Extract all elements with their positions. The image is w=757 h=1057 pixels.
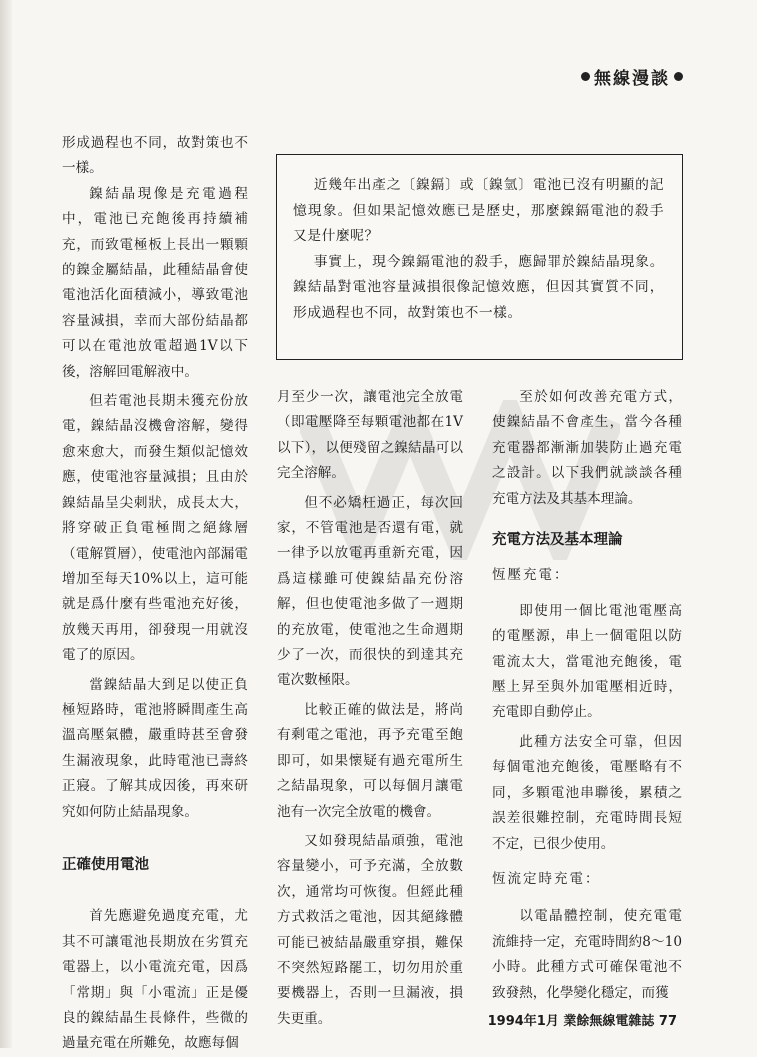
paragraph: 首先應避免過度充電，尤其不可讓電池長期放在劣質充電器上，以小電流充電，因爲「常期」與「小電流」正是優良的鎳結晶生長條件，些微的過量充電在所難免，故應每個: [62, 908, 248, 1052]
column-2: [277, 385, 463, 1032]
bullet-dot-icon: [581, 72, 590, 81]
paragraph: 此種方法安全可靠，但因每個電池充飽後，電壓略有不同，多顆電池串聯後，累積之誤差很難控制，充電時間長短不定，已很少使用。: [492, 733, 682, 852]
sub-heading: 恆壓充電：: [492, 567, 570, 584]
paragraph: 月至少一次，讓電池完全放電（即電壓降至每顆電池都在1V以下），以便殘留之鎳結晶可以完全溶解。: [277, 389, 463, 482]
paragraph: 但若電池長期未獲充份放電，鎳結晶沒機會溶解，變得愈來愈大，而發生類似記憶效應，使電池容量減損；且由於鎳結晶呈尖刺狀，成長太大，將穿破正負電極間之絕緣層（電解質層），使電池內部漏電增加至每天10%以上，這可能就是爲什麼有些電池充好後，放幾天再用，卻發現一用就沒電了的原因。: [62, 393, 248, 664]
page-edge-shadow: [0, 0, 12, 1048]
intro-box: [276, 154, 683, 360]
column-1: [62, 131, 248, 1057]
sub-heading: 恆流定時充電：: [492, 870, 601, 887]
section-title: 無線漫談: [594, 69, 670, 89]
paragraph: 至於如何改善充電方式，使鎳結晶不會產生，當今各種充電器都漸漸加裝防止過充電之設計。以下我們就談談各種充電方法及其基本理論。: [492, 389, 682, 507]
section-heading: 正確使用電池: [62, 856, 149, 873]
column-3: [492, 385, 682, 1006]
page-footer: 1994年1月 業餘無線電雜誌 77: [487, 1014, 677, 1029]
box-paragraph: 事實上，現今鎳鎘電池的殺手，應歸罪於鎳結晶現象。鎳結晶對電池容量減損很像記憶效應，但因其實質不同，形成過程也不同，故對策也不一樣。: [293, 253, 664, 321]
paragraph: 比較正確的做法是，將尚有剩電之電池，再予充電至飽即可，如果懷疑有過充電所生之結晶現象，可以每個月讓電池有一次完全放電的機會。: [277, 701, 463, 820]
section-header: [581, 64, 683, 89]
paragraph: 但不必矯枉過正，每次回家，不管電池是否還有電，就一律予以放電再重新充電，因爲這樣雖可使鎳結晶充份溶解，但也使電池多做了一週期的充放電，使電池之生命週期少了一次，而很快的到達其充電次數極限。: [277, 494, 463, 689]
paragraph: 以電晶體控制，使充電電流維持一定，充電時間約8～10小時。此種方式可確保電池不致發熱，化學變化穩定，而獲: [492, 908, 682, 1001]
bullet-dot-icon: [674, 72, 683, 81]
box-paragraph: 近幾年出產之〔鎳鎘〕或〔鎳氫〕電池已沒有明顯的記憶現象。但如果記憶效應已是歷史，那麼鎳鎘電池的殺手又是什麼呢？: [293, 177, 664, 245]
paragraph: 當鎳結晶大到足以使正負極短路時，電池將瞬間產生高溫高壓氣體，嚴重時甚至會發生漏液現象，此時電池已壽終正寢。了解其成因後，再來研究如何防止結晶現象。: [62, 676, 248, 820]
paragraph: 即使用一個比電池電壓高的電壓源，串上一個電阻以防電流太大，當電池充飽後，電壓上昇至與外加電壓相近時，充電即自動停止。: [492, 602, 682, 721]
paragraph: 又如發現結晶頑強，電池容量變小，可予充滿，全放數次，通常均可恢復。但經此種方式救活之電池，因其絕緣體可能已被結晶嚴重穿損，難保不突然短路罷工，切勿用於重要機器上，否則一旦漏液，損失更重。: [277, 832, 463, 1027]
paragraph: 鎳結晶現像是充電過程中，電池已充飽後再持續補充，而致電極板上長出一顆顆的鎳金屬結晶，此種結晶會使電池活化面積減小，導致電池容量減損，幸而大部份結晶都可以在電池放電超過1V以下後，溶解回電解液中。: [62, 185, 248, 380]
paragraph: 形成過程也不同，故對策也不一樣。: [62, 135, 248, 177]
section-heading: 充電方法及基本理論: [492, 532, 623, 549]
